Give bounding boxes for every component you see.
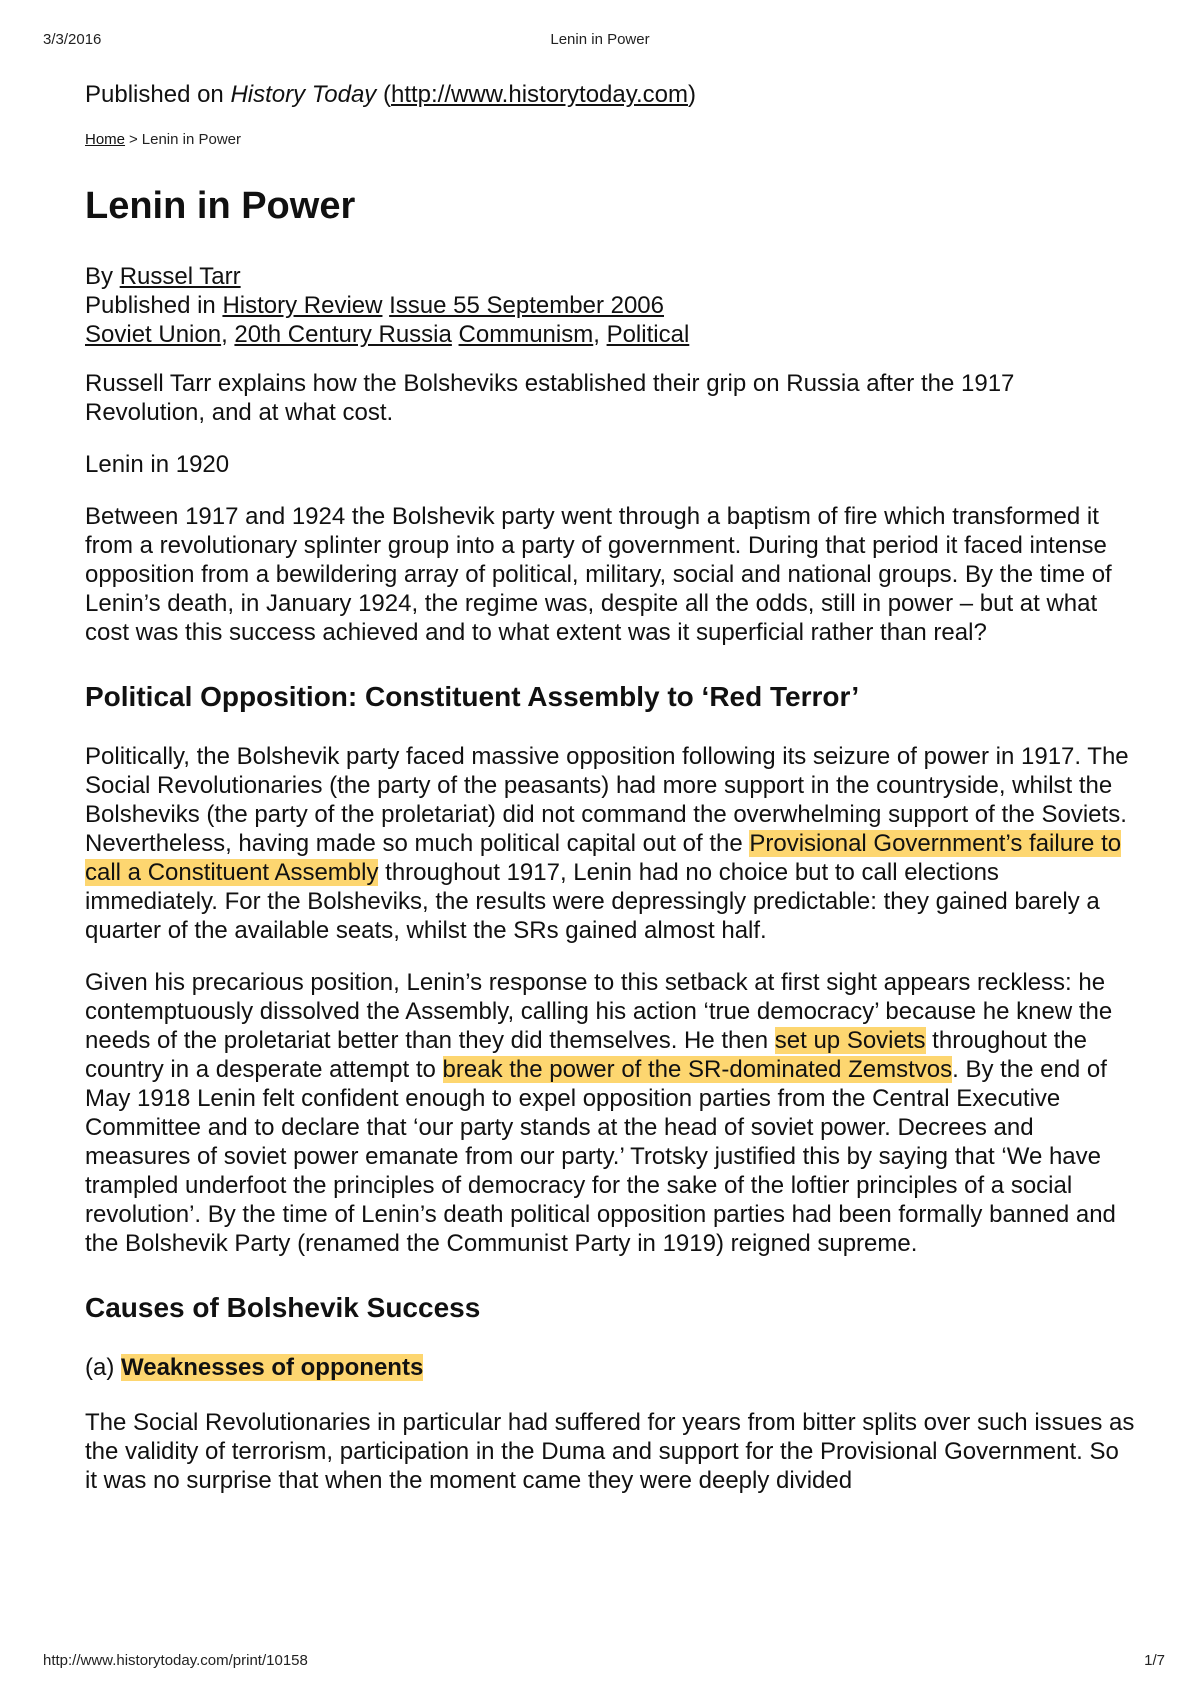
highlighted-text: Provisional Government’s failure to call a Constituent Assembly <box>85 830 1122 886</box>
image-caption: Lenin in 1920 <box>85 451 230 478</box>
print-header <box>0 0 1200 48</box>
article-content <box>85 80 1135 1518</box>
print-footer <box>0 1650 1200 1680</box>
page-number: 1/7 <box>1144 1652 1165 1669</box>
tag-link-20th-century-russia[interactable]: 20th Century Russia <box>234 321 452 348</box>
print-title: Lenin in Power <box>550 31 650 48</box>
byline: By Russel Tarr <box>85 263 241 290</box>
highlighted-text: break the power of the SR-dominated Zemstvos <box>442 1056 953 1083</box>
breadcrumb-current: Lenin in Power <box>141 131 242 148</box>
article-title: Lenin in Power <box>85 185 356 227</box>
print-date: 3/3/2016 <box>43 31 102 48</box>
publication-link[interactable]: History Review <box>222 292 383 319</box>
political-opposition-paragraph-1: Politically, the Bolshevik party faced massive opposition following its seizure of power in 1917. The Social Revolutionaries (the party of the peasants) had more support in the countryside, whilst the Bolsheviks (the party of the proletariat) did not command the overwhelming support of the Soviets. Nevertheless, having made so much political capital out of the Provisional Government’s failure to call a Constituent Assembly throughout 1917, Lenin had no choice but to call elections immediately. For the Bolsheviks, the results were depressingly predictable: they gained barely a quarter of the available seats, whilst the SRs gained almost half. <box>85 743 1129 944</box>
tag-link-communism[interactable]: Communism <box>458 321 594 348</box>
intro-paragraph: Between 1917 and 1924 the Bolshevik party went through a baptism of fire which transformed it from a revolutionary splinter group into a party of government. During that period it faced intense opposition from a bewildering array of political, military, social and national groups. By the time of Lenin’s death, in January 1924, the regime was, despite all the odds, still in power – but at what cost was this success achieved and to what extent was it superficial rather than real? <box>85 503 1112 646</box>
breadcrumb <box>85 125 1135 154</box>
author-link[interactable]: Russel Tarr <box>119 263 241 290</box>
political-opposition-paragraph-2: Given his precarious position, Lenin’s response to this setback at first sight appears reckless: he contemptuously dissolved the Assembly, calling his action ‘true democracy’ because he knew the needs of the proletariat better than they did themselves. He then set up Soviets throughout the country in a desperate attempt to break the power of the SR-dominated Zemstvos. By the end of May 1918 Lenin felt confident enough to expel opposition parties from the Central Executive Committee and to declare that ‘our party stands at the head of soviet power. Decrees and measures of soviet power emanate from our party.’ Trotsky justified this by saying that ‘We have trampled underfoot the principles of democracy for the sake of the loftier principles of a social revolution’. By the time of Lenin’s death political opposition parties had been formally banned and the Bolshevik Party (renamed the Communist Party in 1919) reigned supreme. <box>85 969 1116 1257</box>
published-on: Published on History Today (http://www.historytoday.com) <box>85 81 696 108</box>
article-meta <box>85 262 1135 349</box>
section-heading-causes-of-success: Causes of Bolshevik Success <box>85 1292 481 1323</box>
highlighted-text: set up Soviets <box>774 1027 926 1054</box>
print-url: http://www.historytoday.com/print/10158 <box>43 1652 308 1669</box>
tag-link-political[interactable]: Political <box>606 321 690 348</box>
tag-link-soviet-union[interactable]: Soviet Union <box>85 321 222 348</box>
issue-link[interactable]: Issue 55 September 2006 <box>389 292 664 319</box>
highlighted-text: Weaknesses of opponents <box>121 1354 424 1381</box>
site-url-link[interactable]: http://www.historytoday.com <box>390 81 688 108</box>
weaknesses-paragraph-1: The Social Revolutionaries in particular had suffered for years from bitter splits over such issues as the validity of terrorism, participation in the Duma and support for the Provisional Government. So it was no surprise that when the moment came they were deeply divided <box>85 1409 1135 1494</box>
published-in: Published in History Review Issue 55 September 2006 <box>85 292 664 319</box>
subheading-weaknesses-of-opponents: (a) Weaknesses of opponents <box>85 1354 424 1381</box>
breadcrumb-separator: > <box>129 131 138 148</box>
standfirst: Russell Tarr explains how the Bolsheviks established their grip on Russia after the 1917 Revolution, and at what cost. <box>85 370 1015 426</box>
breadcrumb-home-link[interactable]: Home <box>85 131 126 148</box>
site-name: History Today <box>230 81 377 108</box>
tag-list: Soviet Union, 20th Century Russia Communism, Political <box>85 321 690 348</box>
section-heading-political-opposition: Political Opposition: Constituent Assembly to ‘Red Terror’ <box>85 681 860 712</box>
